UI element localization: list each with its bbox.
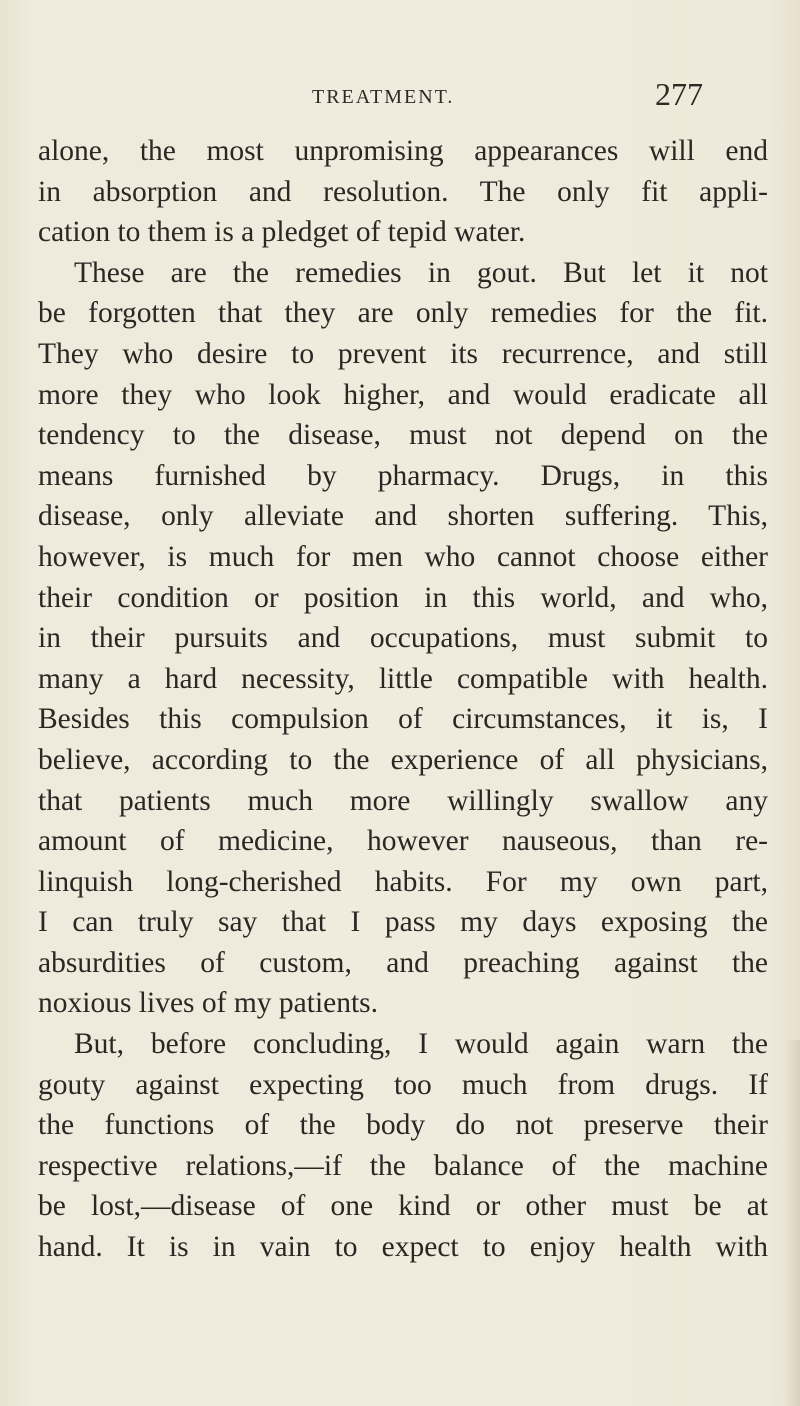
text-line: be forgotten that they are only remedies for the fit. (38, 297, 768, 330)
text-line: linquish long-cherished habits. For my own part, (38, 865, 768, 898)
text-line: But, before concluding, I would again warn the (74, 1028, 768, 1061)
text-line: be lost,—disease of one kind or other must be at (38, 1190, 768, 1223)
text-line: alone, the most unpromising appearances will end (38, 135, 768, 167)
running-head-title: TREATMENT. (312, 86, 455, 108)
text-line: Besides this compulsion of circumstances, it is, I (38, 703, 768, 736)
page-edge-shadow (786, 1040, 800, 1406)
text-line: believe, according to the experience of all physicians, (38, 743, 768, 776)
text-line: cation to them is a pledget of tepid water. (38, 216, 526, 249)
page-number: 277 (655, 76, 703, 112)
text-line: their condition or position in this world, and who, (38, 581, 768, 614)
text-line: amount of medicine, however nauseous, than re- (38, 825, 768, 858)
body-text (38, 131, 768, 1268)
text-line: more they who look higher, and would eradicate all (38, 378, 768, 411)
text-line: disease, only alleviate and shorten suffering. This, (38, 500, 768, 533)
text-line: They who desire to prevent its recurrence, and still (38, 337, 768, 370)
text-line: I can truly say that I pass my days exposing the (38, 906, 768, 939)
text-line: hand. It is in vain to expect to enjoy health with (38, 1231, 768, 1264)
running-head (0, 76, 800, 116)
text-line: tendency to the disease, must not depend on the (38, 419, 768, 452)
text-line: the functions of the body do not preserve their (38, 1109, 768, 1142)
text-line: respective relations,—if the balance of the machine (38, 1149, 768, 1182)
text-line: means furnished by pharmacy. Drugs, in this (38, 459, 768, 492)
text-line: gouty against expecting too much from drugs. If (38, 1068, 768, 1101)
text-line: These are the remedies in gout. But let it not (74, 256, 768, 289)
text-line: absurdities of custom, and preaching against the (38, 946, 768, 979)
text-line: however, is much for men who cannot choose either (38, 540, 768, 573)
text-line: in their pursuits and occupations, must submit to (38, 622, 768, 655)
text-line: many a hard necessity, little compatible with health. (38, 662, 768, 695)
text-line: in absorption and resolution. The only fit appli- (38, 175, 768, 208)
text-line: noxious lives of my patients. (38, 987, 379, 1020)
text-line: that patients much more willingly swallow any (38, 784, 768, 817)
